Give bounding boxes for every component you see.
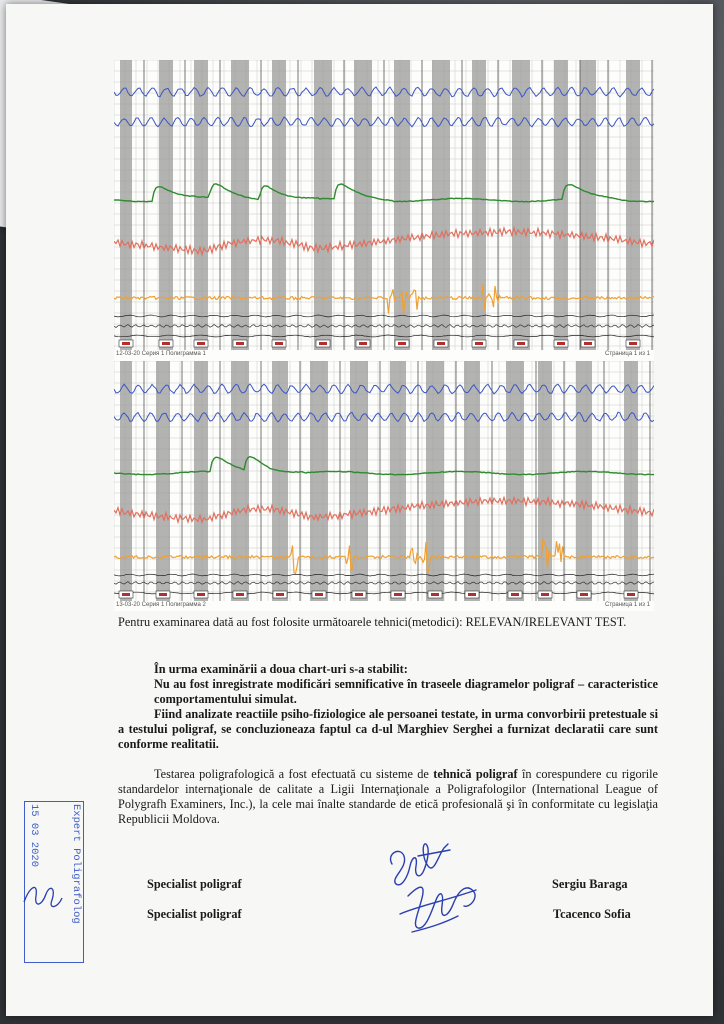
stamp-line-1: Expert Poligrafolog <box>70 804 82 924</box>
question-column <box>426 361 444 601</box>
stimulus-marker-red <box>511 593 519 596</box>
question-column <box>626 60 640 350</box>
question-column <box>394 60 410 350</box>
question-column <box>159 60 173 350</box>
testing-paragraph <box>118 767 658 827</box>
role-1: Specialist poligraf <box>147 877 242 891</box>
question-column <box>194 361 208 601</box>
question-column <box>310 361 328 601</box>
polygraph-chart-1-plot <box>114 60 654 350</box>
stimulus-marker-red <box>359 342 367 345</box>
question-column <box>580 60 596 350</box>
question-column <box>538 361 552 601</box>
question-column <box>506 361 524 601</box>
findings-title: În urma examinării a doua chart-uri s-a stabilit: <box>154 662 408 676</box>
question-column <box>314 60 332 350</box>
stimulus-marker-red <box>236 593 244 596</box>
question-column <box>432 60 450 350</box>
stimulus-marker-red <box>122 342 130 345</box>
stimulus-marker-red <box>557 342 565 345</box>
finding-1: Nu au fost inregistrate modificări semnificative în traseele diagramelor poligraf – caracteristice comportamentului simulat. <box>154 677 658 706</box>
stimulus-marker-red <box>541 593 549 596</box>
stimulus-marker-red <box>122 593 130 596</box>
stimulus-marker-red <box>162 342 170 345</box>
chart-1-footer <box>114 350 654 360</box>
stimulus-marker-red <box>319 342 327 345</box>
stimulus-marker-red <box>627 593 635 596</box>
chart-2-footer-left: 13-03-20 Серия 1 Полиграмма 2 <box>116 602 206 608</box>
stimulus-marker-red <box>468 593 476 596</box>
question-column <box>272 361 288 601</box>
question-column <box>464 361 480 601</box>
stimulus-marker-red <box>517 342 525 345</box>
question-column <box>624 361 638 601</box>
stimulus-marker-red <box>315 593 323 596</box>
name-2: Tcacenco Sofia <box>553 907 631 921</box>
finding-2-lead: Fiind analizate reactiile psiho-fiziologice ale persoanei testate, in urma convorbirii <box>154 707 586 721</box>
name-1: Sergiu Baraga <box>552 877 628 891</box>
finding-2 <box>118 707 658 752</box>
question-column <box>554 60 568 350</box>
stamp-signature <box>16 872 66 918</box>
stimulus-marker-red <box>276 593 284 596</box>
question-column <box>231 361 249 601</box>
chart-2-footer-right: Страница 1 из 1 <box>605 602 650 608</box>
question-column <box>156 361 170 601</box>
handwritten-signatures <box>378 836 498 946</box>
stimulus-marker-red <box>629 342 637 345</box>
question-column <box>354 60 372 350</box>
question-column <box>231 60 249 350</box>
chart-1-footer-right: Страница 1 из 1 <box>605 351 650 357</box>
stimulus-marker-red <box>394 593 402 596</box>
stimulus-marker-red <box>437 342 445 345</box>
chart-2-footer <box>114 601 654 611</box>
stimulus-marker-red <box>475 342 483 345</box>
question-column <box>194 60 208 350</box>
role-2: Specialist poligraf <box>147 907 242 921</box>
stamp-line-2: 15 03 2020 <box>28 804 40 868</box>
document-page <box>6 4 713 1016</box>
stimulus-marker-red <box>236 342 244 345</box>
testing-bold: tehnică poligraf <box>433 767 518 781</box>
stimulus-marker-red <box>159 593 167 596</box>
question-column <box>390 361 406 601</box>
stimulus-marker-red <box>431 593 439 596</box>
stimulus-marker-red <box>197 593 205 596</box>
stimulus-marker-red <box>275 342 283 345</box>
methods-paragraph: Pentru examinarea dată au fost folosite următoarele tehnici(metodici): RELEVAN/IRELEVANT TEST. <box>118 615 627 629</box>
stimulus-marker-red <box>197 342 205 345</box>
question-column <box>576 361 592 601</box>
question-column <box>272 60 286 350</box>
stimulus-marker-red <box>580 593 588 596</box>
finding-2-rest: pretestuale si a testului poligraf, se concluzioneaza faptul ca d-ul Marghiev Serghei a furnizat declaratii care sunt conforme realitatii. <box>118 707 658 751</box>
findings-section <box>118 662 658 752</box>
testing-text-2: în corespundere cu rigorile standardelor internaţionale de calitate a Ligii Internaţionale a Poligrafologilor (International League of Polygrafh Examiners, Inc.), la cele mai înalte standarde de etică profesională şi în conformitate cu legislaţia Republicii Moldova. <box>118 767 659 826</box>
polygraph-chart-1 <box>114 60 654 362</box>
question-column <box>512 60 530 350</box>
stimulus-marker-red <box>398 342 406 345</box>
polygraph-chart-2-plot <box>114 361 654 601</box>
chart-1-footer-left: 12-03-20 Серия 1 Полиграмма 1 <box>116 351 206 357</box>
question-column <box>120 361 132 601</box>
testing-text-1: Testarea poligrafologică a fost efectuată cu sisteme de <box>154 767 434 781</box>
stimulus-marker-red <box>355 593 363 596</box>
question-column <box>120 60 132 350</box>
polygraph-chart-2 <box>114 361 654 611</box>
stimulus-marker-red <box>584 342 592 345</box>
